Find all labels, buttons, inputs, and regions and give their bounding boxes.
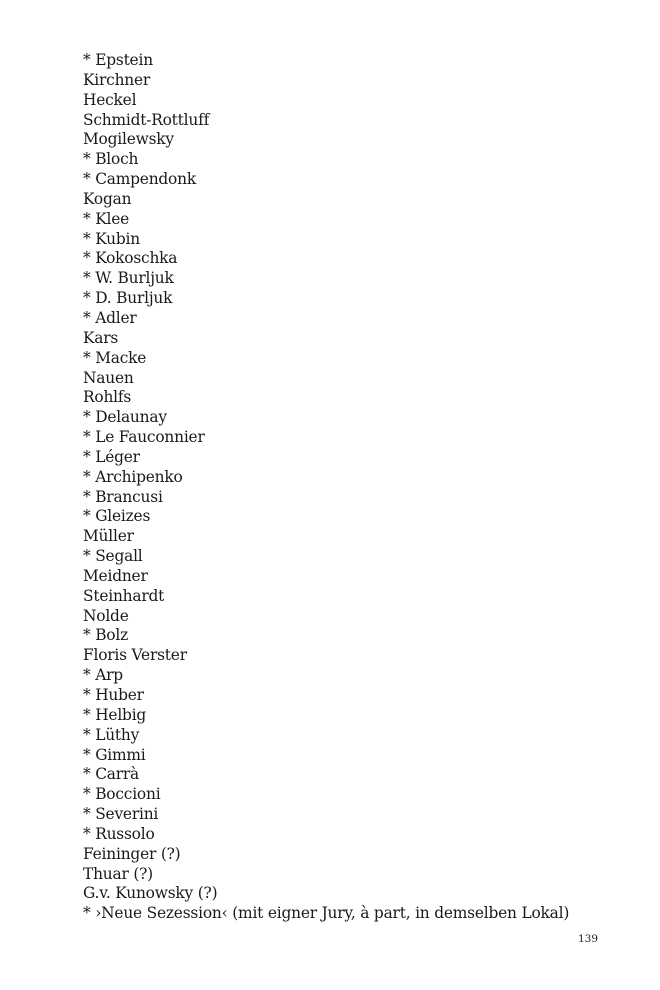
- list-item: * Brancusi: [83, 487, 163, 506]
- list-item: Müller: [83, 527, 134, 546]
- list-item: * Segall: [83, 547, 143, 566]
- list-item: * Gleizes: [83, 507, 151, 526]
- list-item: G.v. Kunowsky (?): [83, 884, 218, 903]
- list-item: Kogan: [83, 189, 132, 208]
- list-item: * W. Burljuk: [83, 269, 174, 288]
- list-item: Floris Verster: [83, 646, 187, 665]
- list-item: * Bolz: [83, 626, 128, 645]
- list-item: * Russolo: [83, 824, 155, 843]
- list-item: Schmidt-Rottluff: [83, 110, 210, 129]
- list-item: * ›Neue Sezession‹ (mit eigner Jury, à part, in demselben Lokal): [83, 904, 570, 923]
- list-item: * Huber: [83, 686, 144, 704]
- list-item: * Kokoschka: [83, 249, 178, 268]
- list-item: * Helbig: [83, 705, 147, 724]
- list-item: * Campendonk: [83, 170, 196, 189]
- list-item: * Delaunay: [83, 408, 167, 427]
- list-item: * Klee: [83, 209, 130, 228]
- page-number: 139: [577, 933, 598, 945]
- list-item: Steinhardt: [83, 586, 165, 605]
- list-item: * Gimmi: [83, 745, 146, 764]
- list-item: * Carrà: [83, 765, 140, 784]
- list-item: Heckel: [83, 90, 137, 109]
- list-item: Meidner: [83, 566, 148, 585]
- list-item: * D. Burljuk: [83, 289, 173, 308]
- list-item: * Epstein: [83, 51, 153, 69]
- list-item: Nauen: [83, 368, 134, 387]
- list-item: * Le Fauconnier: [83, 428, 205, 447]
- list-item: Nolde: [83, 606, 129, 625]
- list-item: Mogilewsky: [83, 130, 174, 149]
- list-item: * Bloch: [83, 150, 139, 169]
- list-item: * Lüthy: [83, 725, 140, 744]
- list-item: * Macke: [83, 348, 147, 367]
- list-item: Feininger (?): [83, 844, 181, 863]
- list-item: * Adler: [83, 308, 137, 327]
- list-item: Kars: [83, 328, 119, 347]
- list-item: * Severini: [83, 805, 159, 824]
- list-item: * Kubin: [83, 229, 140, 248]
- list-item: * Boccioni: [83, 785, 161, 804]
- list-item: * Arp: [83, 666, 123, 685]
- list-item: Rohlfs: [83, 388, 132, 407]
- list-item: * Archipenko: [83, 467, 183, 486]
- list-item: * Léger: [83, 447, 140, 466]
- list-item: Kirchner: [83, 70, 151, 89]
- artist-list: [83, 51, 569, 924]
- list-item: Thuar (?): [83, 864, 153, 883]
